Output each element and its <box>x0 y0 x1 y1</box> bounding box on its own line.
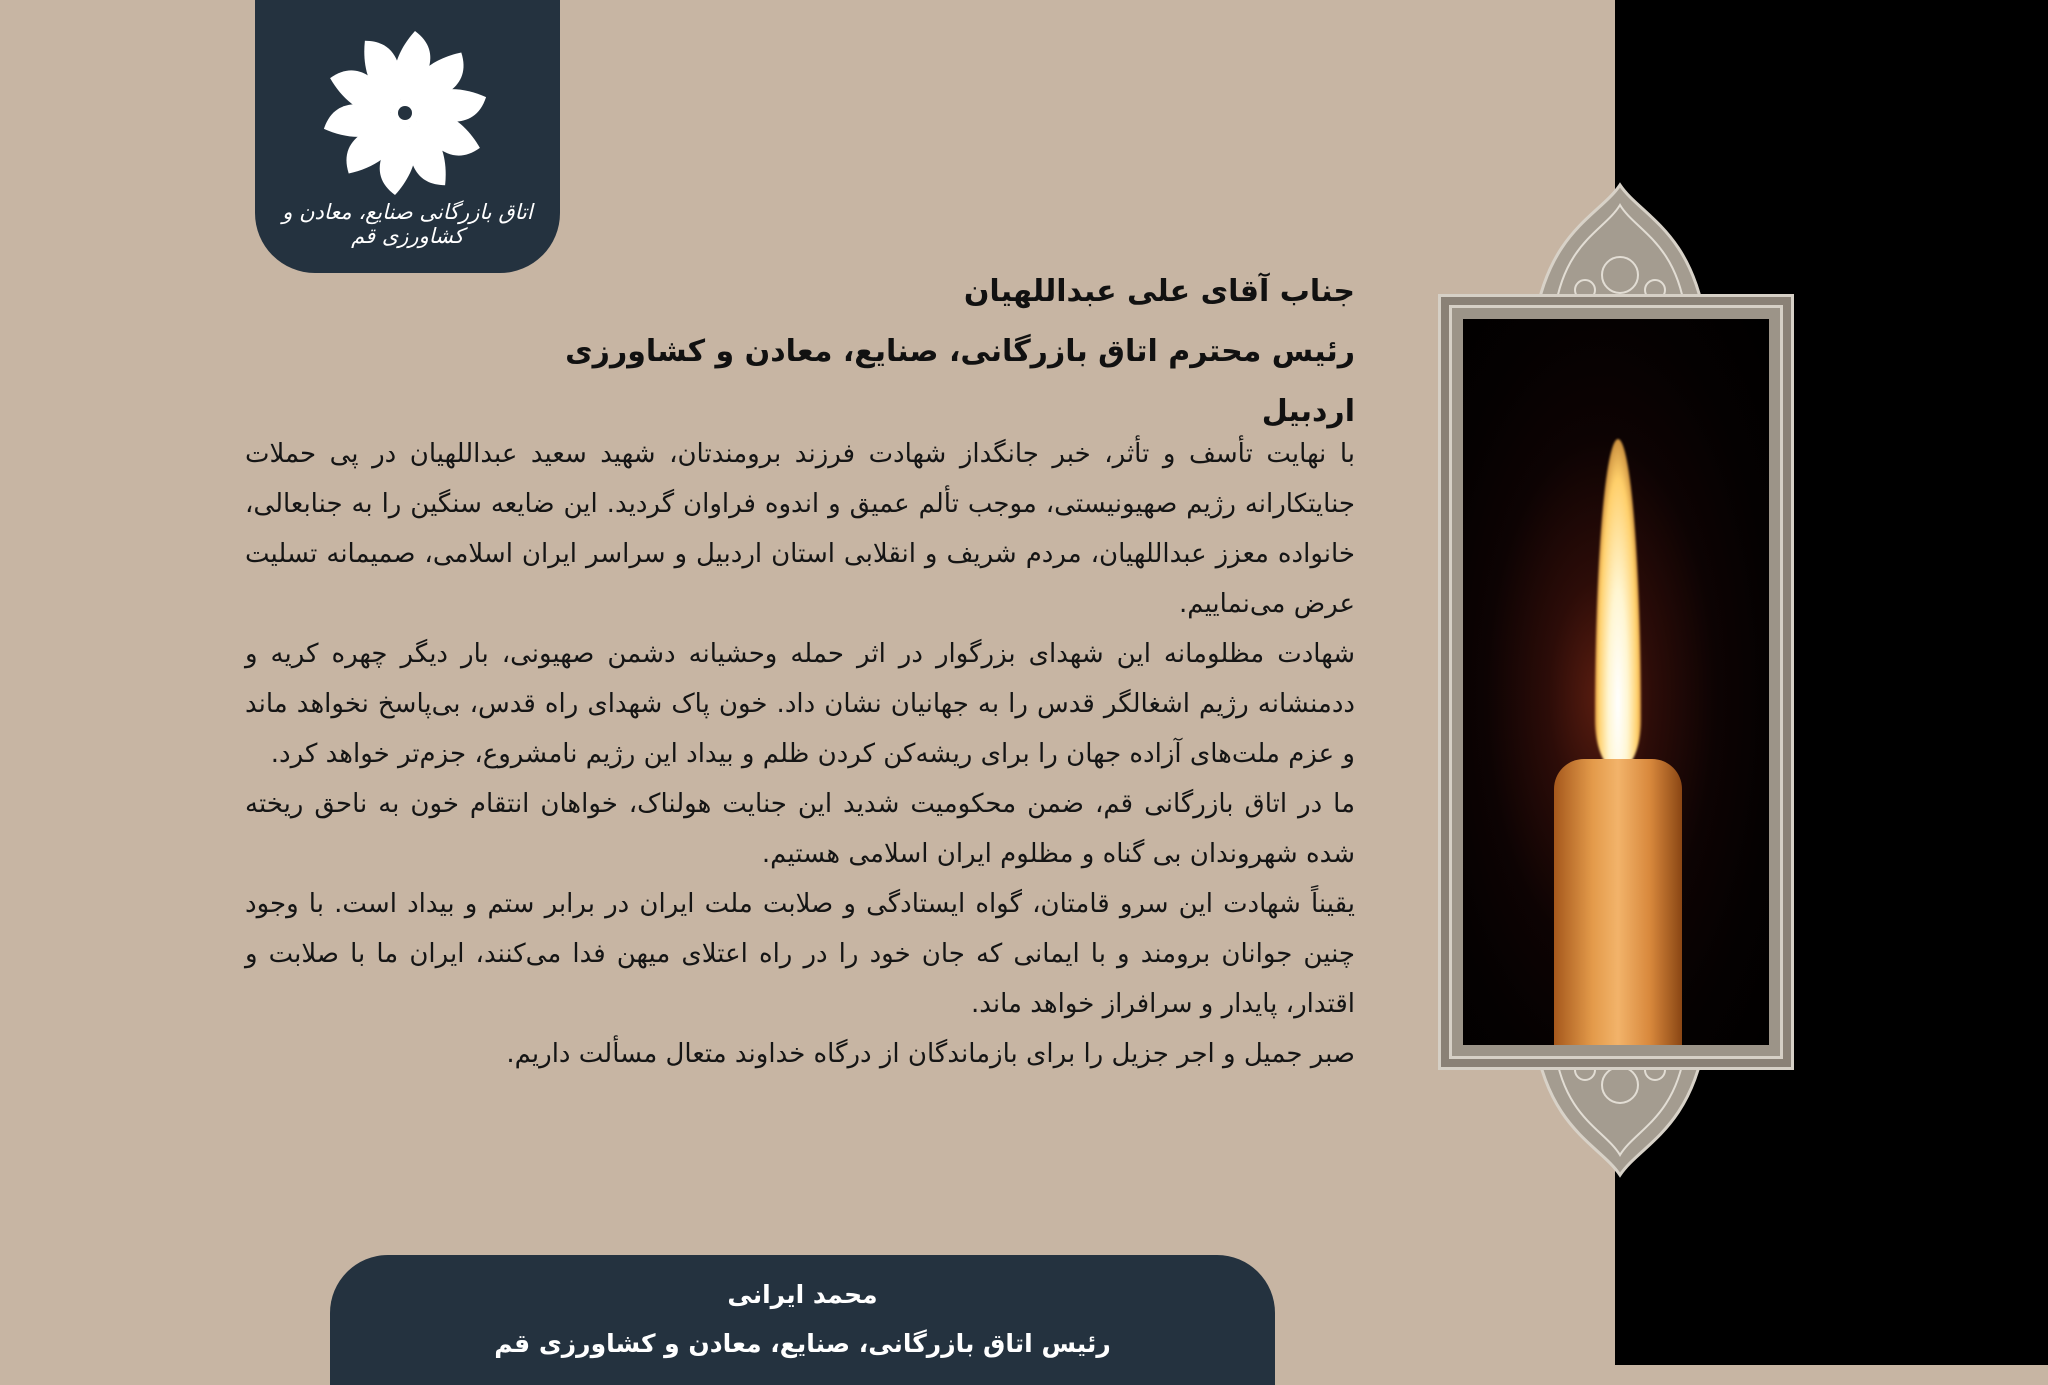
signatory-role: رئیس اتاق بازرگانی، صنایع، معادن و کشاورزی قم <box>494 1329 1111 1358</box>
signature-box <box>330 1255 1275 1385</box>
chamber-logo-icon <box>310 28 500 198</box>
addressee-block <box>560 262 1355 442</box>
body-paragraph-3: ما در اتاق بازرگانی قم، ضمن محکومیت شدید این جنایت هولناک، خواهان انتقام خون به ناحق ریخته شده شهروندان بی گناه و مظلوم ایران اسلامی هستیم. <box>245 789 1355 869</box>
condolence-body <box>245 429 1355 1079</box>
candle-flame <box>1595 439 1641 769</box>
candle-body <box>1554 759 1682 1045</box>
addressee-name: جناب آقای علی عبداللهیان <box>963 274 1355 309</box>
signatory-name: محمد ایرانی <box>727 1280 878 1309</box>
logo-badge <box>255 0 560 273</box>
addressee-position: رئیس محترم اتاق بازرگانی، صنایع، معادن و کشاورزی اردبیل <box>565 334 1355 429</box>
body-paragraph-2: شهادت مظلومانه این شهدای بزرگوار در اثر حمله وحشیانه دشمن صهیونی، بار دیگر چهره کریه و ددمنشانه رژیم اشغالگر قدس را به جهانیان نشان داد. خون پاک شهدای راه قدس، بی‌پاسخ نخواهد ماند و عزم ملت‌های آزاده جهان را برای ریشه‌کن کردن ظلم و بیداد این رژیم نامشروع، جزم‌تر خواهد کرد. <box>245 639 1355 769</box>
body-paragraph-5: صبر جمیل و اجر جزیل را برای بازماندگان از درگاه خداوند متعال مسألت داریم. <box>506 1039 1355 1069</box>
candle-photo <box>1463 319 1769 1045</box>
body-paragraph-1: با نهایت تأسف و تأثر، خبر جانگداز شهادت فرزند برومندتان، شهید سعید عبداللهیان در پی حملات جنایتکارانه رژیم صهیونیستی، موجب تألم عمیق و اندوه فراوان گردید. این ضایعه سنگین را به جنابعالی، خانواده معزز عبداللهیان، مردم شریف و انقلابی استان اردبیل و سراسر ایران اسلامی، صمیمانه تسلیت عرض می‌نماییم. <box>245 439 1355 619</box>
logo-caption: اتاق بازرگانی صنایع، معادن و کشاورزی قم <box>282 200 533 248</box>
body-paragraph-4: یقیناً شهادت این سرو قامتان، گواه ایستادگی و صلابت ملت ایران در برابر ستم و بیداد است. با وجود چنین جوانان برومند و با ایمانی که جان خود را در راه اعتلای میهن فدا می‌کنند، ایران ما با صلابت و اقتدار، پایدار و سرافراز خواهد ماند. <box>245 889 1355 1019</box>
candle-frame <box>1438 294 1794 1070</box>
